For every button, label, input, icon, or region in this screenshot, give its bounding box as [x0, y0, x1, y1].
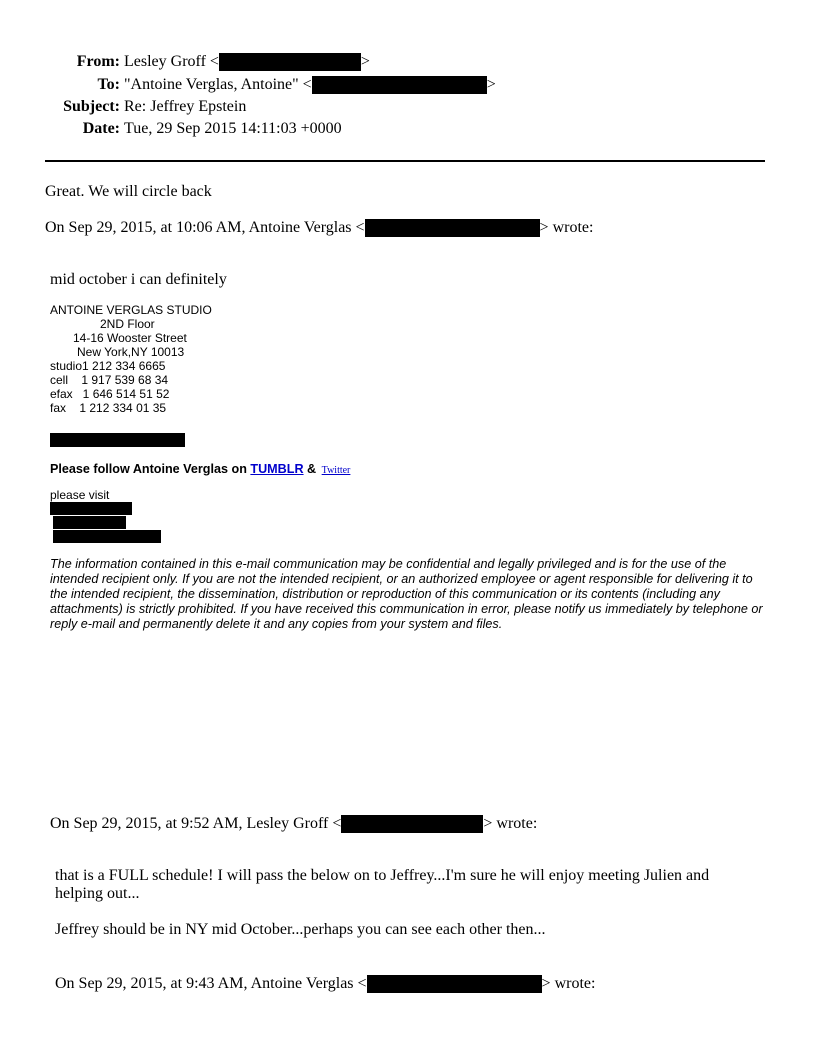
please-visit: please visit — [50, 488, 110, 502]
antoine-reply: mid october i can definitely — [50, 271, 227, 288]
redaction-box — [341, 815, 483, 833]
twitter-link[interactable]: Twitter — [321, 465, 351, 476]
redaction-box — [312, 76, 487, 94]
confidentiality-disclaimer: The information contained in this e-mail communication may be confidential and legally privileged and is for the use of the intended recipient only. If you are not the intended recipient, or an authorized employee or agent responsible for delivering it to the intended recipient, the dissemination, distribution or reproduction of this communication or its contents (including any attachments) is strictly prohibited. If you have received this communication in error, please notify us immediately by telephone or reply e-mail and permanently delete it and any copies from your system and files. — [50, 557, 763, 631]
lesley-message-line3: Jeffrey should be in NY mid October...perhaps you can see each other then... — [55, 921, 546, 938]
to-label: To: — [97, 76, 120, 93]
redaction-box — [365, 219, 540, 237]
from-label: From: — [76, 53, 120, 70]
redaction-box — [53, 516, 126, 529]
ampersand: & — [303, 462, 320, 476]
quote-header-text: On Sep 29, 2015, at 10:06 AM, Antoine Verglas < — [45, 219, 365, 236]
quote-header-3 — [55, 975, 595, 993]
quote-header-1 — [45, 219, 593, 237]
header-divider — [45, 160, 765, 162]
to-bracket: > — [486, 76, 496, 93]
quote-header-suffix: > wrote: — [483, 815, 538, 832]
subject-label: Subject: — [63, 98, 120, 115]
redaction-box — [53, 530, 161, 543]
signature-studio-name: ANTOINE VERGLAS STUDIO — [50, 303, 212, 317]
lesley-message-line1: that is a FULL schedule! I will pass the below on to Jeffrey...I'm sure he will enjoy meeting Julien and — [55, 867, 710, 884]
quote-header-text: On Sep 29, 2015, at 9:43 AM, Antoine Verglas < — [55, 975, 367, 992]
follow-line — [50, 462, 350, 476]
redaction-box — [50, 433, 185, 447]
from-bracket: > — [360, 53, 370, 70]
quote-header-suffix: > wrote: — [539, 219, 594, 236]
signature-efax: efax 1 646 514 51 52 — [50, 387, 170, 401]
signature-street: 14-16 Wooster Street — [73, 331, 187, 345]
from-name: Lesley Groff < — [124, 53, 219, 70]
redaction-box — [50, 502, 132, 515]
tumblr-link[interactable]: TUMBLR — [250, 462, 304, 476]
signature-cell-phone: cell 1 917 539 68 34 — [50, 373, 169, 387]
subject-value: Re: Jeffrey Epstein — [124, 98, 247, 115]
quote-header-2 — [50, 815, 537, 833]
to-value — [124, 76, 496, 94]
to-name: "Antoine Verglas, Antoine" < — [124, 76, 312, 93]
lesley-message-line2: helping out... — [55, 885, 140, 902]
reply-text: Great. We will circle back — [45, 183, 212, 200]
from-value — [124, 53, 370, 71]
redaction-box — [367, 975, 542, 993]
signature-floor: 2ND Floor — [100, 317, 155, 331]
quote-header-suffix: > wrote: — [541, 975, 596, 992]
signature-city: New York,NY 10013 — [77, 345, 185, 359]
signature-fax: fax 1 212 334 01 35 — [50, 401, 167, 415]
follow-text: Please follow Antoine Verglas on — [50, 462, 251, 476]
date-value: Tue, 29 Sep 2015 14:11:03 +0000 — [124, 120, 342, 137]
signature-studio-phone: studio1 212 334 6665 — [50, 359, 166, 373]
date-label: Date: — [82, 120, 120, 137]
quote-header-text: On Sep 29, 2015, at 9:52 AM, Lesley Groff < — [50, 815, 342, 832]
redaction-box — [219, 53, 361, 71]
